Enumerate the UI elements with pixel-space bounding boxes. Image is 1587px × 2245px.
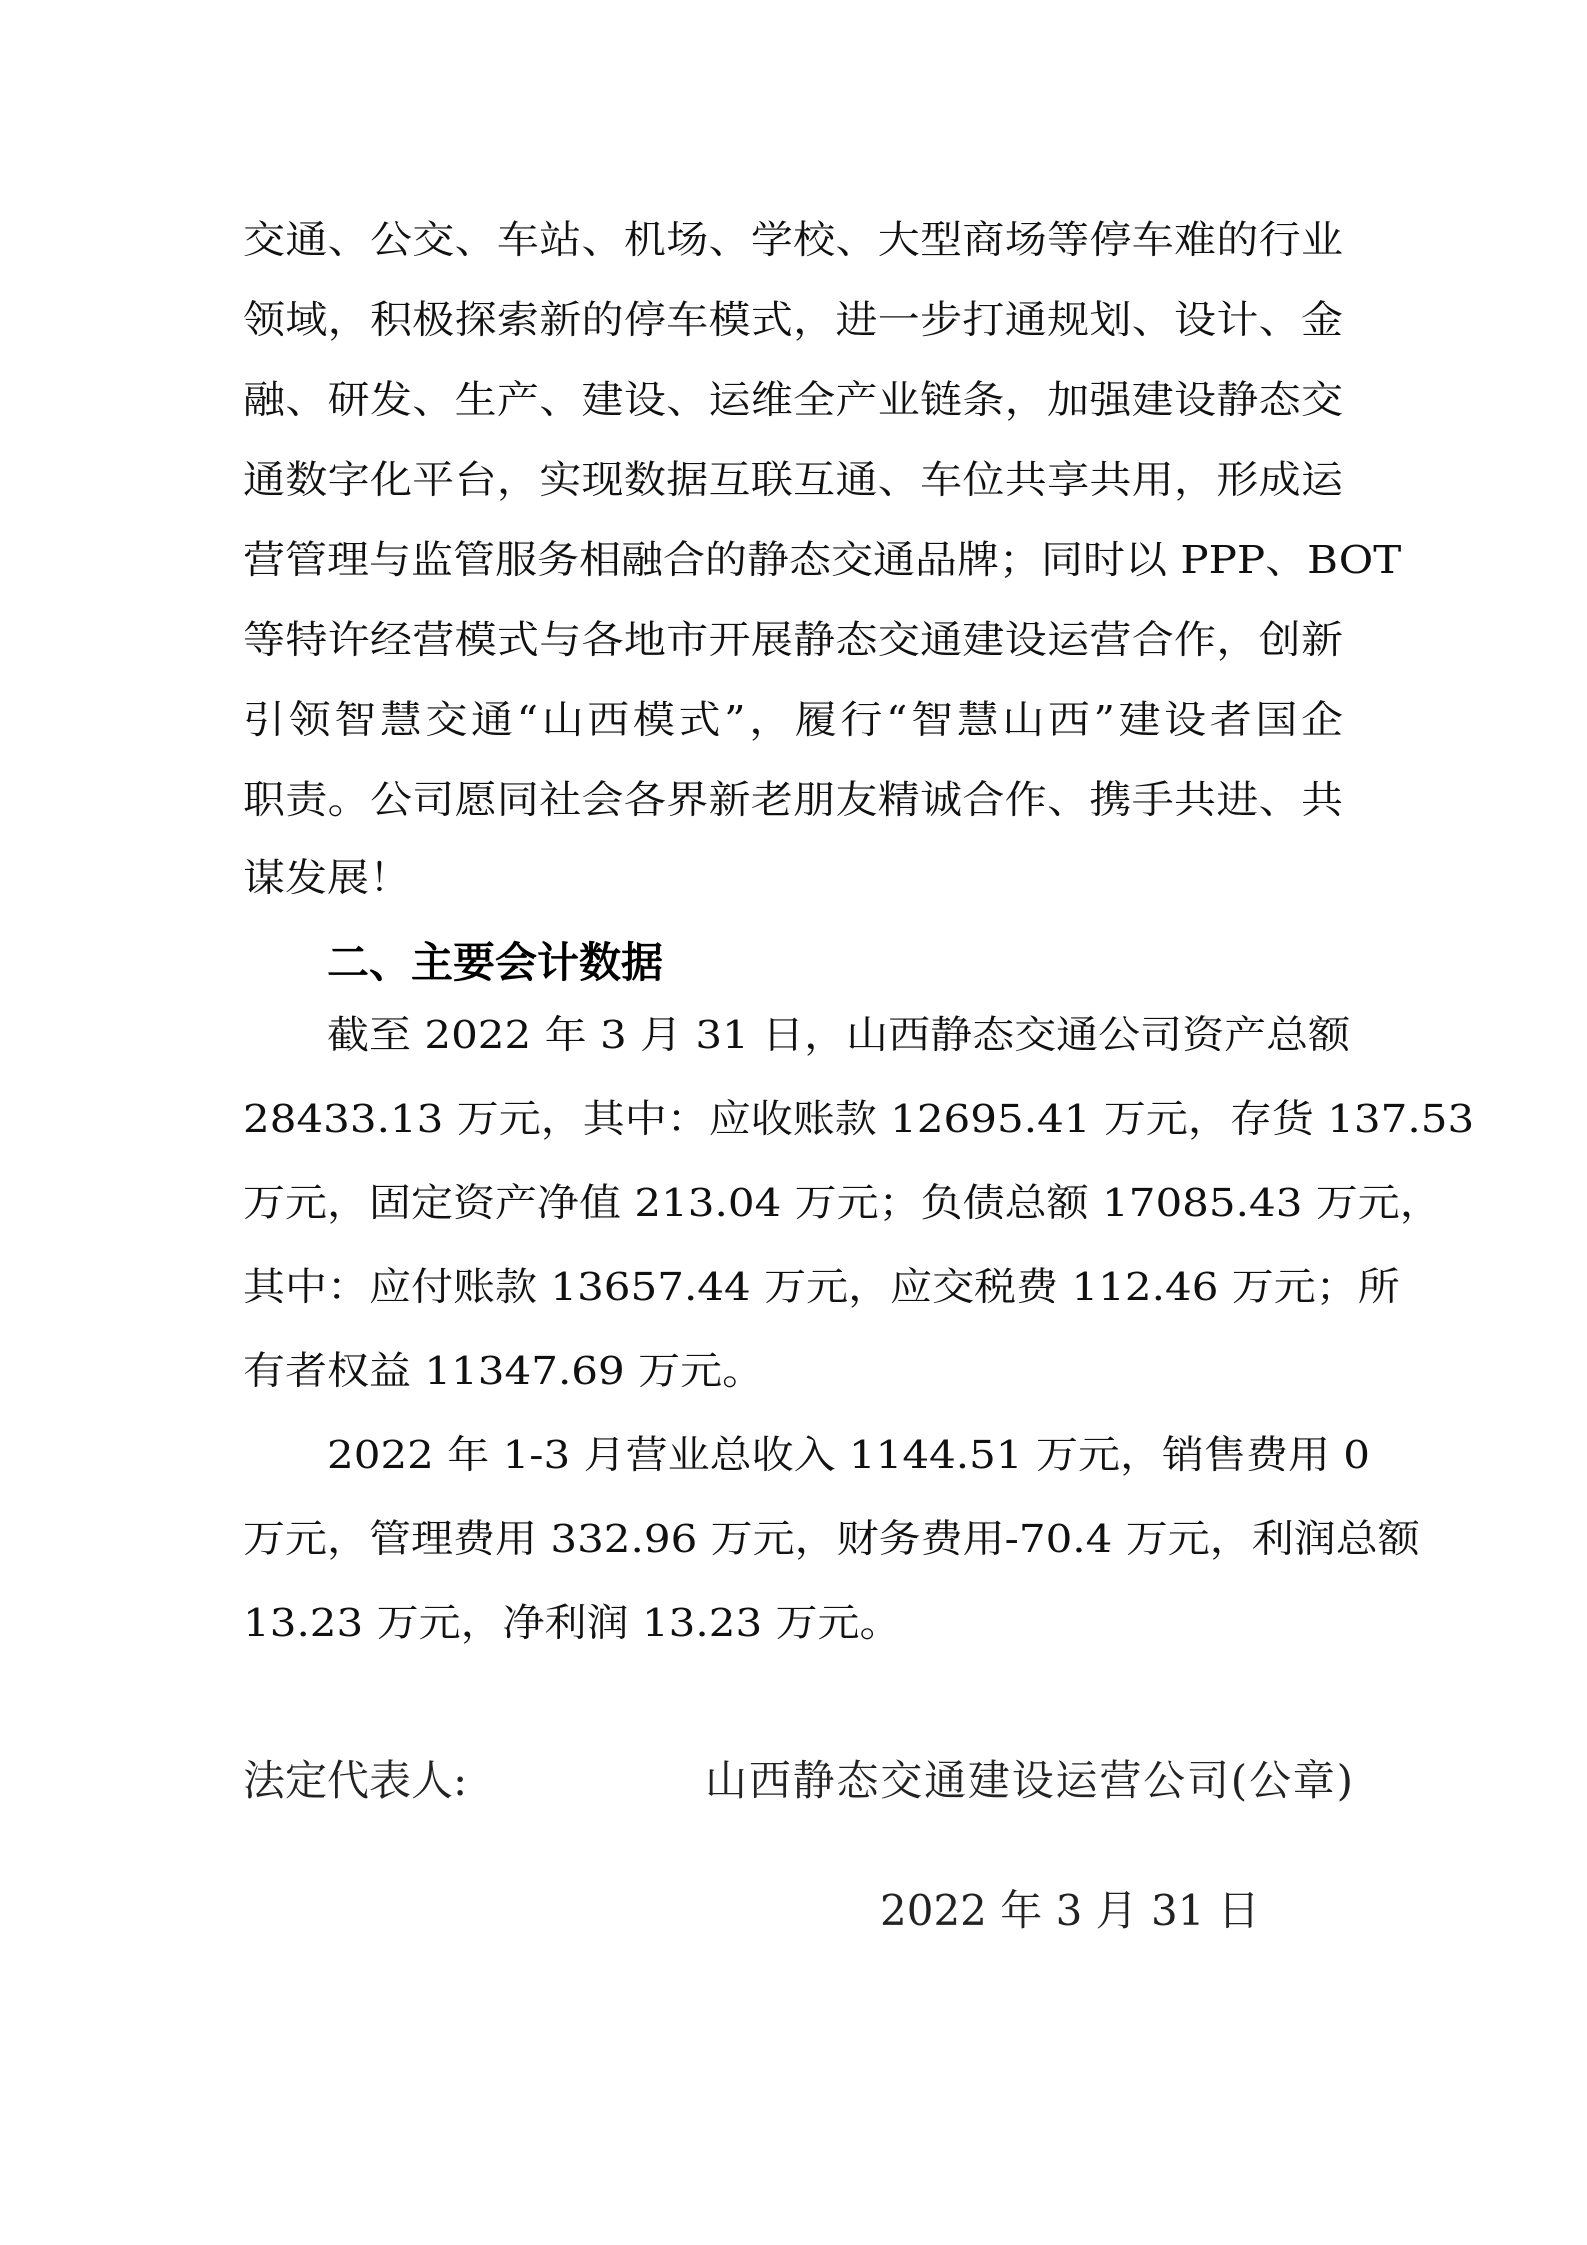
paragraph-line: 融、研发、生产、建设、运维全产业链条，加强建设静态交 [243, 377, 1343, 423]
section-heading: 二、主要会计数据 [327, 938, 664, 987]
paragraph-line: 等特许经营模式与各地市开展静态交通建设运营合作，创新 [243, 617, 1343, 663]
paragraph-line: 营管理与监管服务相融合的静态交通品牌；同时以 PPP、BOT [243, 537, 1402, 583]
paragraph-line: 13.23 万元，净利润 13.23 万元。 [243, 1600, 902, 1646]
paragraph-line: 交通、公交、车站、机场、学校、大型商场等停车难的行业 [243, 217, 1343, 263]
paragraph-line: 其中：应付账款 13657.44 万元，应交税费 112.46 万元；所 [243, 1264, 1400, 1310]
paragraph-line: 引领智慧交通“山西模式”，履行“智慧山西”建设者国企 [243, 697, 1343, 743]
paragraph-line: 职责。公司愿同社会各界新老朋友精诚合作、携手共进、共 [243, 777, 1343, 823]
company-seal-name: 山西静态交通建设运营公司(公章) [705, 1756, 1353, 1805]
legal-representative-label: 法定代表人: [243, 1756, 468, 1805]
paragraph-line: 万元，管理费用 332.96 万元，财务费用-70.4 万元，利润总额 [243, 1516, 1420, 1562]
paragraph-line: 谋发展！ [243, 855, 412, 901]
paragraph-line: 有者权益 11347.69 万元。 [243, 1348, 765, 1394]
paragraph-line: 万元，固定资产净值 213.04 万元；负债总额 17085.43 万元， [243, 1180, 1442, 1226]
paragraph-line: 2022 年 1-3 月营业总收入 1144.51 万元，销售费用 0 [327, 1432, 1371, 1478]
paragraph-line: 28433.13 万元，其中：应收账款 12695.41 万元，存货 137.53 [243, 1096, 1475, 1142]
paragraph-line: 截至 2022 年 3 月 31 日，山西静态交通公司资产总额 [327, 1012, 1351, 1058]
paragraph-line: 领域，积极探索新的停车模式，进一步打通规划、设计、金 [243, 297, 1343, 343]
signature-date: 2022 年 3 月 31 日 [880, 1886, 1260, 1935]
paragraph-line: 通数字化平台，实现数据互联互通、车位共享共用，形成运 [243, 457, 1343, 503]
